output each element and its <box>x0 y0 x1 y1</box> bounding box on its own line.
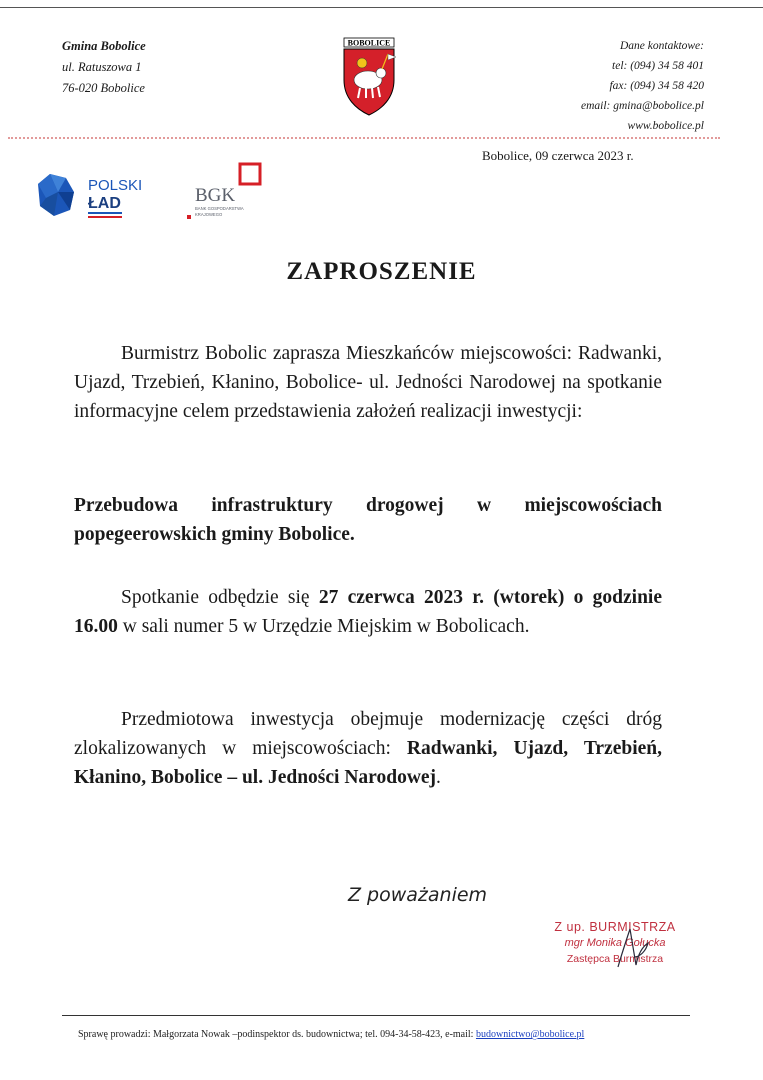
footer-email-link[interactable]: budownictwo@bobolice.pl <box>475 1029 585 1040</box>
paragraph-meeting <box>74 583 662 641</box>
closing-handwritten: Z poważaniem <box>348 884 488 906</box>
header-separator <box>8 137 720 139</box>
bgk-sub-1: BANK GOSPODARSTWA <box>195 206 244 211</box>
org-street: ul. Ratuszowa 1 <box>62 60 142 74</box>
polski-text-2: ŁAD <box>88 195 121 212</box>
top-border-line <box>0 7 763 8</box>
sender-address <box>62 36 146 99</box>
polski-lad-logo <box>36 170 143 222</box>
handwritten-signature <box>610 923 654 973</box>
contact-tel: tel: (094) 34 58 401 <box>612 60 704 72</box>
footer-separator <box>62 1015 690 1016</box>
stamp-line-3: Zastępca Burmistrza <box>566 953 664 965</box>
scope-text-c: . <box>436 767 441 788</box>
org-name: Gmina Bobolice <box>62 39 146 53</box>
document-title: ZAPROSZENIE <box>286 258 477 285</box>
bgk-sub-2: KRAJOWEGO <box>195 212 223 217</box>
investment-name-text: Przebudowa infrastruktury drogowej w miejscowościach popegeerowskich gminy Bobolice. <box>74 495 662 545</box>
paragraph-scope <box>74 705 662 792</box>
paragraph-investment-name <box>74 491 662 549</box>
contact-email: email: gmina@bobolice.pl <box>580 100 704 112</box>
bgk-logo <box>185 160 280 222</box>
contact-details <box>581 36 704 136</box>
meeting-date-time: 27 czerwca 2023 r. (wtorek) o godzinie 16.00 <box>74 587 662 637</box>
footer-contact <box>78 1029 584 1040</box>
bgk-text: BGK <box>195 185 236 206</box>
crest-label: BOBOLICE <box>347 38 391 48</box>
contact-www: www.bobolice.pl <box>627 120 704 132</box>
meeting-text-c: w sali numer 5 w Urzędzie Miejskim w Bobolicach. <box>117 616 530 637</box>
contact-fax: fax: (094) 34 58 420 <box>609 80 704 92</box>
scope-localities: Radwanki, Ujazd, Trzebień, Kłanino, Bobolice – ul. Jedności Narodowej <box>74 738 662 788</box>
scope-text-a: Przedmiotowa inwestycja obejmuje modernizację części dróg zlokalizowanych w miejscowościach: <box>74 709 662 759</box>
footer-text: Sprawę prowadzi: Małgorzata Nowak –podinspektor ds. budownictwa; tel. 094-34-58-423, e-mail: <box>78 1029 476 1040</box>
polski-text-1: POLSKI <box>88 177 143 194</box>
stamp-line-2: mgr Monika Gołucka <box>564 937 666 949</box>
meeting-text-a: Spotkanie odbędzie się <box>121 587 319 608</box>
contact-title: Dane kontaktowe: <box>620 40 704 52</box>
paragraph-invitation <box>74 339 662 426</box>
stamp-line-1: Z up. BURMISTRZA <box>554 920 676 934</box>
org-postal: 76-020 Bobolice <box>62 81 145 95</box>
place-date: Bobolice, 09 czerwca 2023 r. <box>482 148 634 163</box>
paragraph-invitation-text: Burmistrz Bobolic zaprasza Mieszkańców miejscowości: Radwanki, Ujazd, Trzebień, Kłanino, Bobolice- ul. Jedności Narodowej na spotkanie informacyjne celem przedstawienia założeń realizacji inwestycji: <box>74 343 662 422</box>
bobolice-crest-logo <box>338 36 400 118</box>
